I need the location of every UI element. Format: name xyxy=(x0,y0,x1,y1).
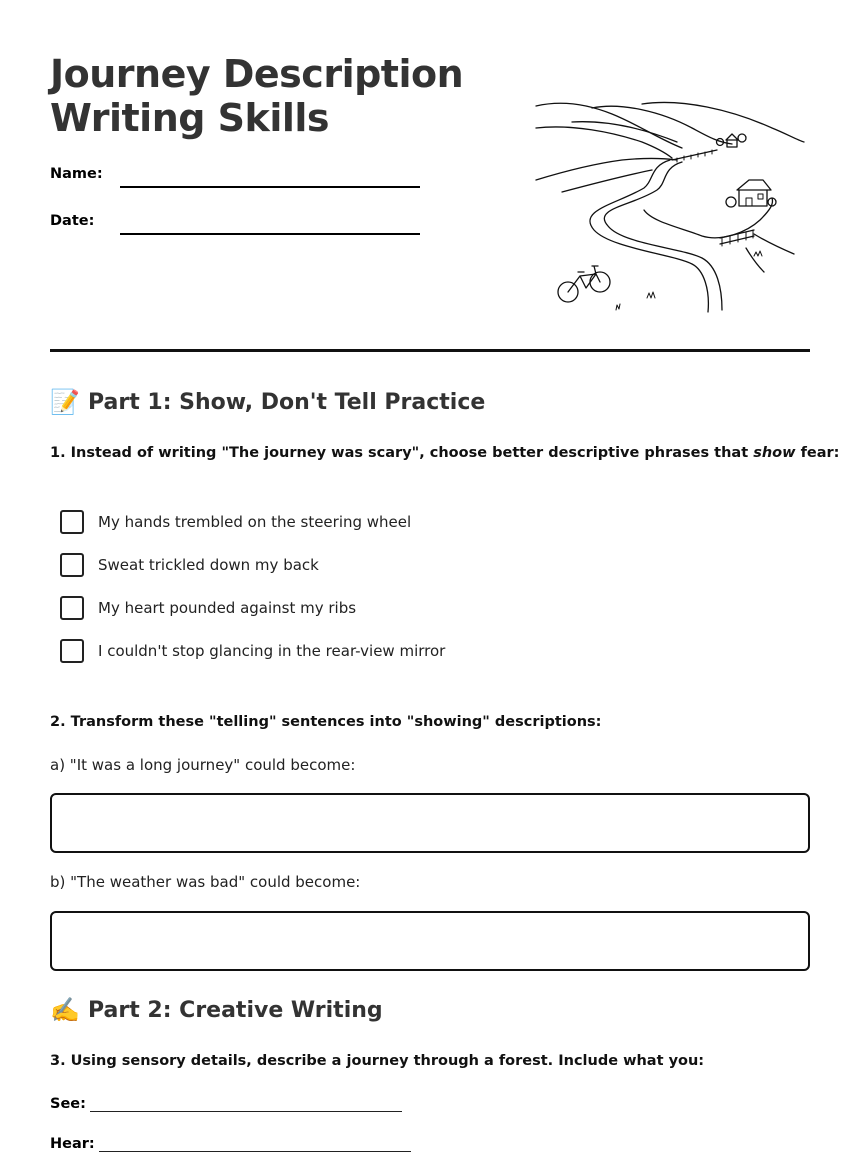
option-1[interactable] xyxy=(60,510,411,534)
question-2a-label: a) "It was a long journey" could become: xyxy=(50,756,356,774)
option-4-checkbox[interactable] xyxy=(60,639,84,663)
hear-row xyxy=(50,1136,411,1152)
title-line-1: Journey Description xyxy=(50,52,464,96)
page-title xyxy=(50,52,510,140)
part1-title: Part 1: Show, Don't Tell Practice xyxy=(88,389,486,415)
question-1-emphasis: show xyxy=(753,445,796,461)
option-2-label: Sweat trickled down my back xyxy=(98,556,319,574)
answer-2a-box[interactable] xyxy=(50,793,810,853)
memo-icon: 📝 xyxy=(50,388,80,416)
question-3: 3. Using sensory details, describe a journey through a forest. Include what you: xyxy=(50,1053,705,1069)
option-4-label: I couldn't stop glancing in the rear-view mirror xyxy=(98,642,446,660)
option-4[interactable] xyxy=(60,639,445,663)
question-2: 2. Transform these "telling" sentences into "showing" descriptions: xyxy=(50,714,602,730)
part2-title: Part 2: Creative Writing xyxy=(88,997,383,1023)
date-field[interactable] xyxy=(120,217,420,235)
option-1-checkbox[interactable] xyxy=(60,510,84,534)
title-line-2: Writing Skills xyxy=(50,96,330,140)
name-label: Name: xyxy=(50,166,103,182)
name-field[interactable] xyxy=(120,170,420,188)
part2-heading xyxy=(50,996,383,1024)
option-1-label: My hands trembled on the steering wheel xyxy=(98,513,412,531)
writing-hand-icon: ✍️ xyxy=(50,996,80,1024)
option-2[interactable] xyxy=(60,553,319,577)
part1-heading xyxy=(50,388,485,416)
answer-2b-box[interactable] xyxy=(50,911,810,971)
question-1 xyxy=(50,445,839,461)
option-3[interactable] xyxy=(60,596,356,620)
date-row xyxy=(50,213,420,229)
question-1-text: 1. Instead of writing "The journey was scary", choose better descriptive phrases that xyxy=(50,445,754,461)
hear-label: Hear: xyxy=(50,1136,95,1152)
question-2b-label: b) "The weather was bad" could become: xyxy=(50,873,361,891)
date-label: Date: xyxy=(50,213,95,229)
name-row xyxy=(50,166,420,182)
hear-field[interactable] xyxy=(99,1138,411,1152)
see-row xyxy=(50,1096,402,1112)
see-label: See: xyxy=(50,1096,86,1112)
option-3-checkbox[interactable] xyxy=(60,596,84,620)
question-1-suffix: fear: xyxy=(795,445,840,461)
option-2-checkbox[interactable] xyxy=(60,553,84,577)
see-field[interactable] xyxy=(90,1098,402,1112)
option-3-label: My heart pounded against my ribs xyxy=(98,599,357,617)
header-divider xyxy=(50,349,810,352)
landscape-road-bicycle-illustration xyxy=(532,98,808,318)
